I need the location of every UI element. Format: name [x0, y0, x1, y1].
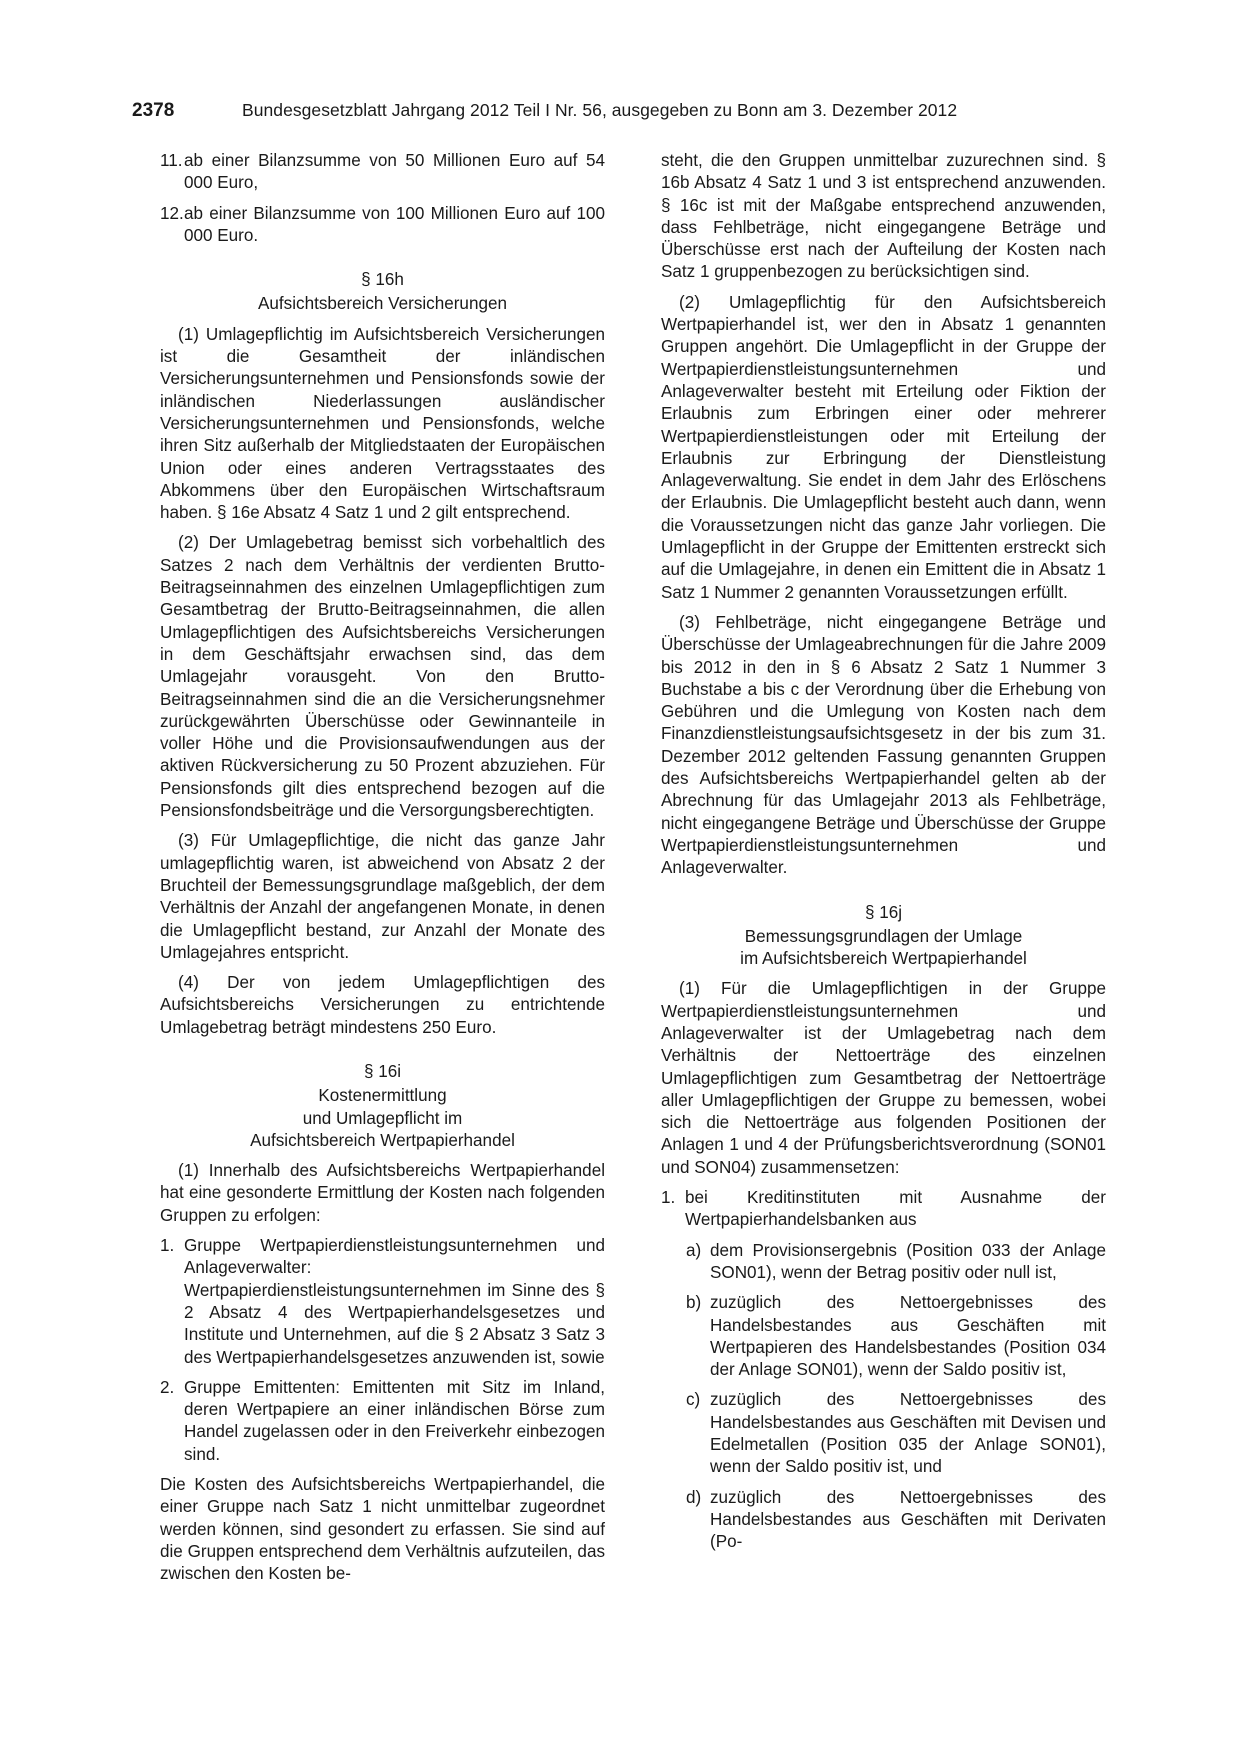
paragraph: Die Kosten des Aufsichtsbereichs Wertpapierhandel, die einer Gruppe nach Satz 1 nicht unmittelbar zugeordnet werden können, sind gesondert zu erfassen. Sie sind auf die Gruppen entsprechend dem Verhältnis aufzuteilen, das zwischen den Kosten be-: [160, 1475, 605, 1584]
section-heading-16h: § 16h: [361, 270, 404, 290]
section-heading-16i: § 16i: [363, 1061, 402, 1081]
paragraph: (2) Der Umlagebetrag bemisst sich vorbehaltlich des Satzes 2 nach dem Verhältnis der verdienten Brutto-Beitragseinnahmen des einzelnen Umlagepflichtigen zum Gesamtbetrag der Brutto-Beitragseinnahmen, die allen Umlagepflichtigen des Aufsichtsbereichs Versicherungen in dem Geschäftsjahr erwachsen sind, das dem Umlagejahr vorausgeht. Von den Brutto-Beitragseinnahmen sind die an die Versicherungsnehmer zurückgewährten Überschüsse oder Gewinnanteile in voller Höhe und die Provisionsaufwendungen aus der aktiven Rückversicherung zu 50 Prozent abzuziehen. Für Pensionsfonds gilt dies entsprechend bezogen auf die Pensionsfondsbeiträge und die Versorgungsberechtigten.: [160, 533, 605, 821]
list-item-number: 1.: [661, 1188, 676, 1208]
sub-list-item-letter: c): [686, 1390, 701, 1410]
list-item-text: ab einer Bilanzsumme von 50 Millionen Euro auf 54 000 Euro,: [184, 151, 605, 193]
paragraph: (4) Der von jedem Umlagepflichtigen des Aufsichtsbereichs Versicherungen zu entrichtende Umlagebetrag beträgt mindestens 250 Euro.: [160, 973, 605, 1037]
left-column: [160, 150, 605, 1594]
section-title-16h: Aufsichtsbereich Versicherungen: [258, 294, 507, 314]
sub-list-item: [661, 1389, 1106, 1478]
sub-list-item-letter: b): [686, 1293, 702, 1313]
section-title-16i-line1: Kostenermittlung: [318, 1086, 447, 1106]
list-item-number: 1.: [160, 1236, 175, 1256]
section-title-16i-line2: und Umlagepflicht im: [302, 1108, 463, 1128]
paragraph: (1) Für die Umlagepflichtigen in der Gruppe Wertpapierdienstleistungsunternehmen und Anlageverwalter ist der Umlagebetrag nach dem Verhältnis der Nettoerträge des einzelnen Umlagepflichtigen zum Gesamtbetrag der Nettoerträge aller Umlagepflichtigen der Gruppe zu bemessen, wobei sich die Nettoerträge aus folgenden Positionen der Anlagen 1 und 4 der Prüfungsberichtsverordnung (SON01 und SON04) zusammensetzen:: [661, 979, 1106, 1177]
sub-list-item-text: dem Provisionsergebnis (Position 033 der Anlage SON01), wenn der Betrag positiv oder null ist,: [710, 1240, 1106, 1282]
list-item-number: 2.: [160, 1377, 175, 1397]
list-item-text: Gruppe Emittenten: Emittenten mit Sitz im Inland, deren Wertpapiere an einer inländischen Börse zum Handel zugelassen oder in den Freiverkehr einbezogen sind.: [184, 1377, 605, 1464]
sub-list-item-text: zuzüglich des Nettoergebnisses des Handelsbestandes aus Geschäften mit Devisen und Edelmetallen (Position 035 der Anlage SON01), wenn der Saldo positiv ist, und: [710, 1390, 1106, 1477]
list-item: [661, 1187, 1106, 1232]
list-item-text: bei Kreditinstituten mit Ausnahme der Wertpapierhandelsbanken aus: [685, 1188, 1106, 1230]
paragraph: (3) Für Umlagepflichtige, die nicht das ganze Jahr umlagepflichtig waren, ist abweichend von Absatz 2 der Bruchteil der Bemessungsgrundlage maßgeblich, der dem Verhältnis der Anzahl der angefangenen Monate, in denen die Umlagepflicht bestand, zur Anzahl der Monate des Umlagejahres entspricht.: [160, 831, 605, 962]
running-head: Bundesgesetzblatt Jahrgang 2012 Teil I Nr. 56, ausgegeben zu Bonn am 3. Dezember 2012: [242, 100, 958, 120]
paragraph: (1) Umlagepflichtig im Aufsichtsbereich Versicherungen ist die Gesamtheit der inländischen Versicherungsunternehmen und Pensionsfonds sowie der inländischen Niederlassungen ausländischer Versicherungsunternehmen und Pensionsfonds, welche ihren Sitz außerhalb der Mitgliedstaaten der Europäischen Union oder eines anderen Vertragsstaates des Abkommens über den Europäischen Wirtschaftsraum haben. § 16e Absatz 4 Satz 1 und 2 gilt entsprechend.: [160, 324, 605, 523]
section-heading-16j: § 16j: [864, 902, 903, 922]
sub-list-item: [661, 1240, 1106, 1285]
right-column: [661, 150, 1106, 1562]
sub-list-item: [661, 1487, 1106, 1554]
section-title-16j-line1: Bemessungsgrundlagen der Umlage: [744, 926, 1023, 946]
list-item-text: ab einer Bilanzsumme von 100 Millionen Euro auf 100 000 Euro.: [184, 203, 605, 245]
sub-list-item-letter: d): [686, 1487, 702, 1507]
paragraph: (3) Fehlbeträge, nicht eingegangene Beträge und Überschüsse der Umlageabrechnungen für die Jahre 2009 bis 2012 in den in § 6 Absatz 2 Satz 1 Nummer 3 Buchstabe a bis c der Verordnung über die Erhebung von Gebühren und die Umlegung von Kosten nach dem Finanzdienstleistungsaufsichtsgesetz in der bis zum 31. Dezember 2012 geltenden Fassung genannten Gruppen des Aufsichtsbereichs Wertpapierhandel gelten ab der Abrechnung für das Umlagejahr 2013 als Fehlbeträge, nicht eingegangene Beträge und Überschüsse der Gruppe Wertpapierdienstleistungsunternehmen und Anlageverwalter.: [661, 612, 1106, 878]
paragraph: steht, die den Gruppen unmittelbar zuzurechnen sind. § 16b Absatz 4 Satz 1 und 3 ist entsprechend anzuwenden. § 16c ist mit der Maßgabe entsprechend anzuwenden, dass Fehlbeträge, nicht eingegangene Beträge und Überschüsse erst nach der Aufteilung der Kosten nach Satz 1 gruppenbezogen zu berücksichtigen sind.: [661, 151, 1106, 282]
page-number: 2378: [132, 100, 175, 121]
section-title-16j-line2: im Aufsichtsbereich Wertpapierhandel: [740, 949, 1027, 969]
section-title-16i-line3: Aufsichtsbereich Wertpapierhandel: [250, 1130, 515, 1150]
list-item: [160, 1235, 605, 1369]
sub-list-item-text: zuzüglich des Nettoergebnisses des Handelsbestandes aus Geschäften mit Derivaten (Po-: [710, 1487, 1106, 1552]
list-item-text: Gruppe Wertpapierdienstleistungsunternehmen und Anlageverwalter: Wertpapierdienstleistungsunternehmen im Sinne des § 2 Absatz 4 des Wertpapierhandelsgesetzes und Institute und Unternehmen, auf die § 2 Absatz 3 Satz 3 des Wertpapierhandelsgesetzes anzuwenden ist, sowie: [184, 1236, 605, 1367]
list-item: [160, 203, 605, 248]
paragraph: (2) Umlagepflichtig für den Aufsichtsbereich Wertpapierhandel ist, wer den in Absatz 1 genannten Gruppen angehört. Die Umlagepflicht in der Gruppe der Wertpapierdienstleistungsunternehmen und Anlageverwalter besteht mit Erteilung oder Fiktion der Erlaubnis zum Erbringen einer oder mehrerer Wertpapierdienstleistungen oder mit Erteilung der Erlaubnis zur Erbringung der Dienstleistung Anlageverwaltung. Sie endet in dem Jahr des Erlöschens der Erlaubnis. Die Umlagepflicht besteht auch dann, wenn die Voraussetzungen nicht das ganze Jahr vorliegen. Die Umlagepflicht in der Gruppe der Emittenten erstreckt sich auf die Umlagejahre, in denen ein Emittent die in Absatz 1 Satz 1 Nummer 2 genannten Voraussetzungen erfüllt.: [661, 292, 1106, 602]
list-item-number: 11.: [160, 151, 183, 170]
paragraph: (1) Innerhalb des Aufsichtsbereichs Wertpapierhandel hat eine gesonderte Ermittlung der Kosten nach folgenden Gruppen zu erfolgen:: [160, 1161, 605, 1225]
page-header: [132, 100, 1123, 130]
sub-list-item-text: zuzüglich des Nettoergebnisses des Handelsbestandes aus Geschäften mit Wertpapieren des Handelsbestandes (Position 034 der Anlage SON01), wenn der Saldo positiv ist,: [710, 1293, 1106, 1380]
list-item-number: 12.: [160, 203, 184, 223]
sub-list-item: [661, 1292, 1106, 1381]
list-item: [160, 1377, 605, 1466]
list-item: [160, 150, 605, 195]
sub-list-item-letter: a): [686, 1240, 702, 1260]
